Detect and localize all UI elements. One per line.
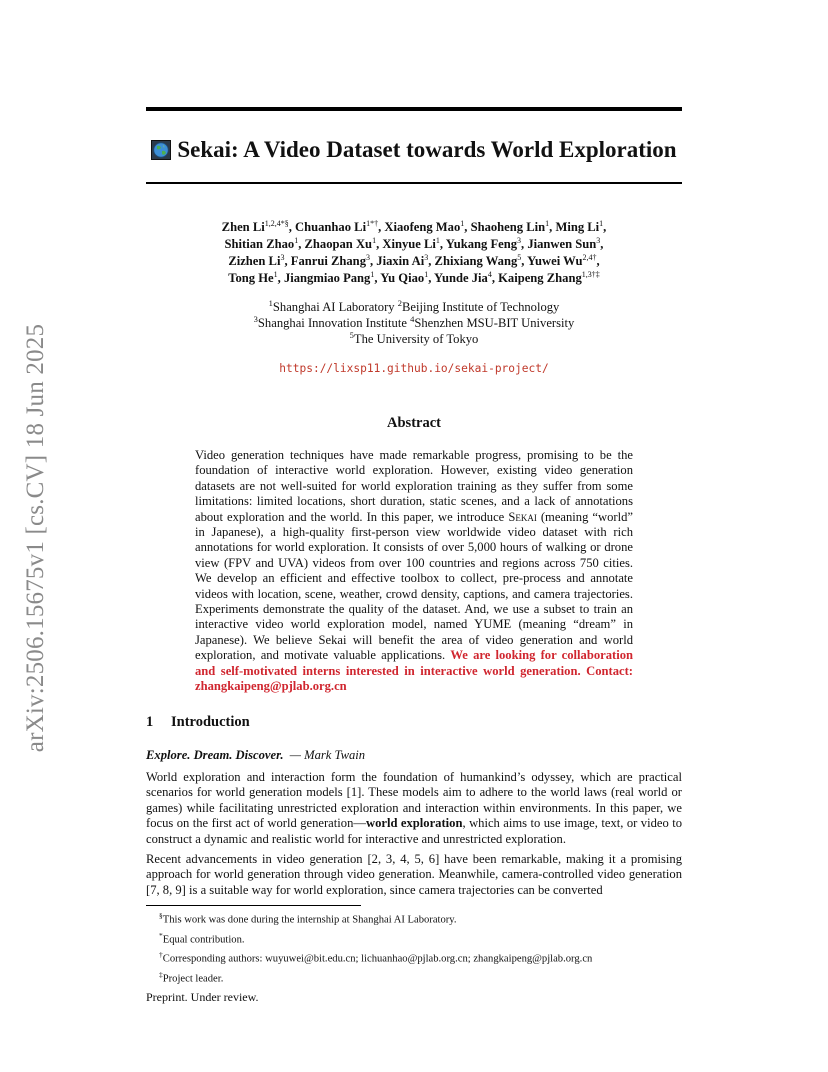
author-name: Fanrui Zhang	[290, 254, 366, 268]
author-line: Zizhen Li$^3$, Fanrui Zhang$^3$, Jiaxin Ai$^3$, Zhixiang Wang$^5$, Yuwei $Wu^{2,4\dagger}$,	[228, 252, 600, 268]
affiliation-line	[146, 315, 682, 331]
author-name: Shitian Zhao	[224, 237, 295, 251]
affiliation-mark: 4	[410, 313, 415, 324]
epigraph-quote: Explore. Dream. Discover.	[146, 748, 284, 762]
author-name: Yukang Feng	[445, 237, 518, 251]
footnote	[159, 947, 592, 967]
author-affiliation-mark: 1*†	[366, 218, 379, 228]
footnote-rule	[146, 905, 361, 906]
title-text: Sekai: A Video Dataset towards World Exploration	[177, 137, 677, 162]
author-name: Tong He	[228, 271, 274, 285]
affiliation-line	[146, 331, 682, 347]
author-affiliation-mark: 1	[424, 269, 429, 279]
author-name: Yu Qiao	[380, 271, 425, 285]
affiliation-mark: 5	[349, 329, 354, 340]
affiliation-mark: 2	[397, 297, 403, 308]
arxiv-id: arXiv:2506.15675v1 [cs.CV] 18 Jun 2025	[22, 323, 49, 753]
author-affiliation-mark: 1	[435, 235, 440, 245]
footnote-mark: §	[159, 911, 163, 920]
author-affiliation-mark: 1	[599, 218, 604, 228]
author-affiliation-mark: 1,2,4*§	[264, 218, 289, 228]
author-affiliation-mark: 1	[273, 269, 278, 279]
author-name: Xinyue Li	[382, 237, 436, 251]
footnote	[159, 928, 592, 948]
author-name: Kaipeng Zhang	[498, 271, 582, 285]
preprint-note: Preprint. Under review.	[146, 990, 259, 1004]
intro-paragraph-2: Recent advancements in video generation [2, 3, 4, 5, 6] have been remarkable, making it a promising approach for world generation through video generation. Meanwhile, camera-controlled video generation [7, 8, 9] is a suitable way for world exploration, since camera trajectories can be converted	[146, 852, 682, 897]
footnote-text: Corresponding authors: wuyuwei@bit.edu.cn; lichuanhao@pjlab.org.cn; zhangkaipeng@pjlab.org.cn	[162, 953, 593, 965]
author-affiliation-mark: 1,3†‡	[581, 269, 600, 279]
author-name: Shaoheng Lin	[470, 220, 546, 234]
author-affiliation-mark: 1	[372, 235, 377, 245]
footnote-text: Equal contribution.	[162, 934, 245, 946]
footnote-mark: †	[159, 950, 163, 960]
author-line: Shitian Zhao$^1$, Zhaopan Xu$^1$, Xinyue Li$^1$, Yukang Feng$^3$, Jianwen Sun$^3$,	[224, 235, 604, 251]
author-affiliation-mark: 3	[596, 235, 601, 245]
author-name: Jiaxin Ai	[376, 254, 425, 268]
footnote-mark: ‡	[159, 969, 163, 979]
section-heading-introduction	[146, 714, 250, 731]
affiliation-line	[146, 299, 682, 315]
author-affiliation-mark: 1	[545, 218, 550, 228]
author-affiliation-mark: 1	[294, 235, 299, 245]
footnote-text: This work was done during the internship at Shanghai AI Laboratory.	[162, 914, 457, 926]
author-affiliation-mark: 1	[460, 218, 465, 228]
paper-title	[146, 134, 682, 166]
sekai-name: Sekai	[508, 509, 537, 524]
author-list	[146, 219, 682, 287]
affiliation-mark: 3	[253, 313, 258, 324]
author-affiliation-mark: 1	[370, 269, 375, 279]
author-affiliation-mark: 2,4†	[582, 252, 597, 262]
author-name: Xiaofeng Mao	[384, 220, 461, 234]
section-title: Introduction	[171, 714, 250, 730]
intro-paragraph-1: World exploration and interaction form the foundation of humankind’s odyssey, which are practical scenarios for world generation models [1]. These models aim to adhere to the world laws (real world or games) while facilitating unrestricted exploration and interaction within environments. In this paper, we focus on the first act of world generation—world exploration, which aims to use image, text, or video to construct a dynamic and realistic world for interactive and unrestricted exploration.	[146, 770, 682, 846]
author-affiliation-mark: 3	[366, 252, 370, 262]
author-name: Jianwen Sun	[527, 237, 597, 251]
author-line: Zhen $Li^{1,2,4*\S}$, Chuanhao $Li^{1*\dagger}$, Xiaofeng Mao$^1$, Shaoheng Lin$^1$, Ming Li$^1$,	[221, 218, 607, 234]
author-affiliation-mark: 3	[517, 235, 522, 245]
epigraph-author: — Mark Twain	[289, 748, 366, 762]
author-line: Tong He$^1$, Jiangmiao Pang$^1$, Yu Qiao$^1$, Yunde Jia$^4$, Kaipeng Zhang$^{1,3\dagger\ddagger}$	[228, 269, 600, 285]
affiliation-name: The University of Tokyo	[353, 332, 479, 346]
author-name: Jiangmiao Pang	[283, 271, 371, 285]
footnote-text: Project leader.	[162, 973, 224, 985]
author-name: Ming Li	[555, 220, 600, 234]
recruitment-notice: We are looking for collaboration and self-motivated interns interested in interactive world generation. Contact: zhangkaipeng@pjlab.org.cn	[195, 648, 633, 694]
author-name: Zhaopan Xu	[304, 237, 373, 251]
author-name: Chuanhao Li	[295, 220, 367, 234]
affiliations	[146, 299, 682, 347]
abstract-heading: Abstract	[387, 415, 441, 431]
affiliation-name: Shenzhen MSU-BIT University	[414, 316, 575, 330]
author-name: Zizhen Li	[228, 254, 281, 268]
footnotes	[159, 908, 592, 986]
project-url-link[interactable]: https://lixsp11.github.io/sekai-project/	[279, 362, 549, 375]
affiliation-mark: 1	[268, 297, 273, 308]
footnote	[159, 908, 592, 928]
affiliation-name: Shanghai Innovation Institute	[257, 316, 407, 330]
title-rule-top	[146, 107, 682, 111]
author-name: Yuwei Wu	[527, 254, 583, 268]
author-affiliation-mark: 4	[487, 269, 492, 279]
author-name: Zhixiang Wang	[434, 254, 518, 268]
affiliation-name: Beijing Institute of Technology	[402, 300, 560, 314]
author-name: Yunde Jia	[434, 271, 488, 285]
author-affiliation-mark: 5	[517, 252, 522, 262]
footnote-mark: *	[159, 930, 163, 940]
author-affiliation-mark: 3	[424, 252, 429, 262]
title-rule-bottom	[146, 182, 682, 184]
affiliation-name: Shanghai AI Laboratory	[272, 300, 395, 314]
author-name: Zhen Li	[221, 220, 265, 234]
section-number: 1	[146, 714, 154, 730]
abstract-body: Video generation techniques have made remarkable progress, promising to be the foundation of interactive world exploration. However, existing video generation datasets are not well-suited for world exploration training as they suffer from some limitations: limited locations, short duration, static scenes, and a lack of annotations about exploration and the world. In this paper, we introduce Sekai (meaning “world” in Japanese), a high-quality first-person view worldwide video dataset with rich annotations for world exploration. It consists of over 5,000 hours of walking or drone view (FPV and UVA) videos from over 100 countries and regions across 750 cities. We develop an efficient and effective toolbox to collect, pre-process and annotate videos with location, scene, weather, crowd density, captions, and camera trajectories. Experiments demonstrate the quality of the dataset. And, we use a subset to train an interactive video world exploration model, named YUME (meaning “dream” in Japanese). We believe Sekai will benefit the area of video generation and world exploration, and motivate valuable applications. We are looking for collaboration and self-motivated interns interested in interactive world generation. Contact: zhangkaipeng@pjlab.org.cn	[195, 448, 633, 694]
author-affiliation-mark: 3	[280, 252, 285, 262]
globe-icon	[151, 137, 171, 157]
footnote	[159, 967, 592, 987]
epigraph	[146, 748, 365, 763]
